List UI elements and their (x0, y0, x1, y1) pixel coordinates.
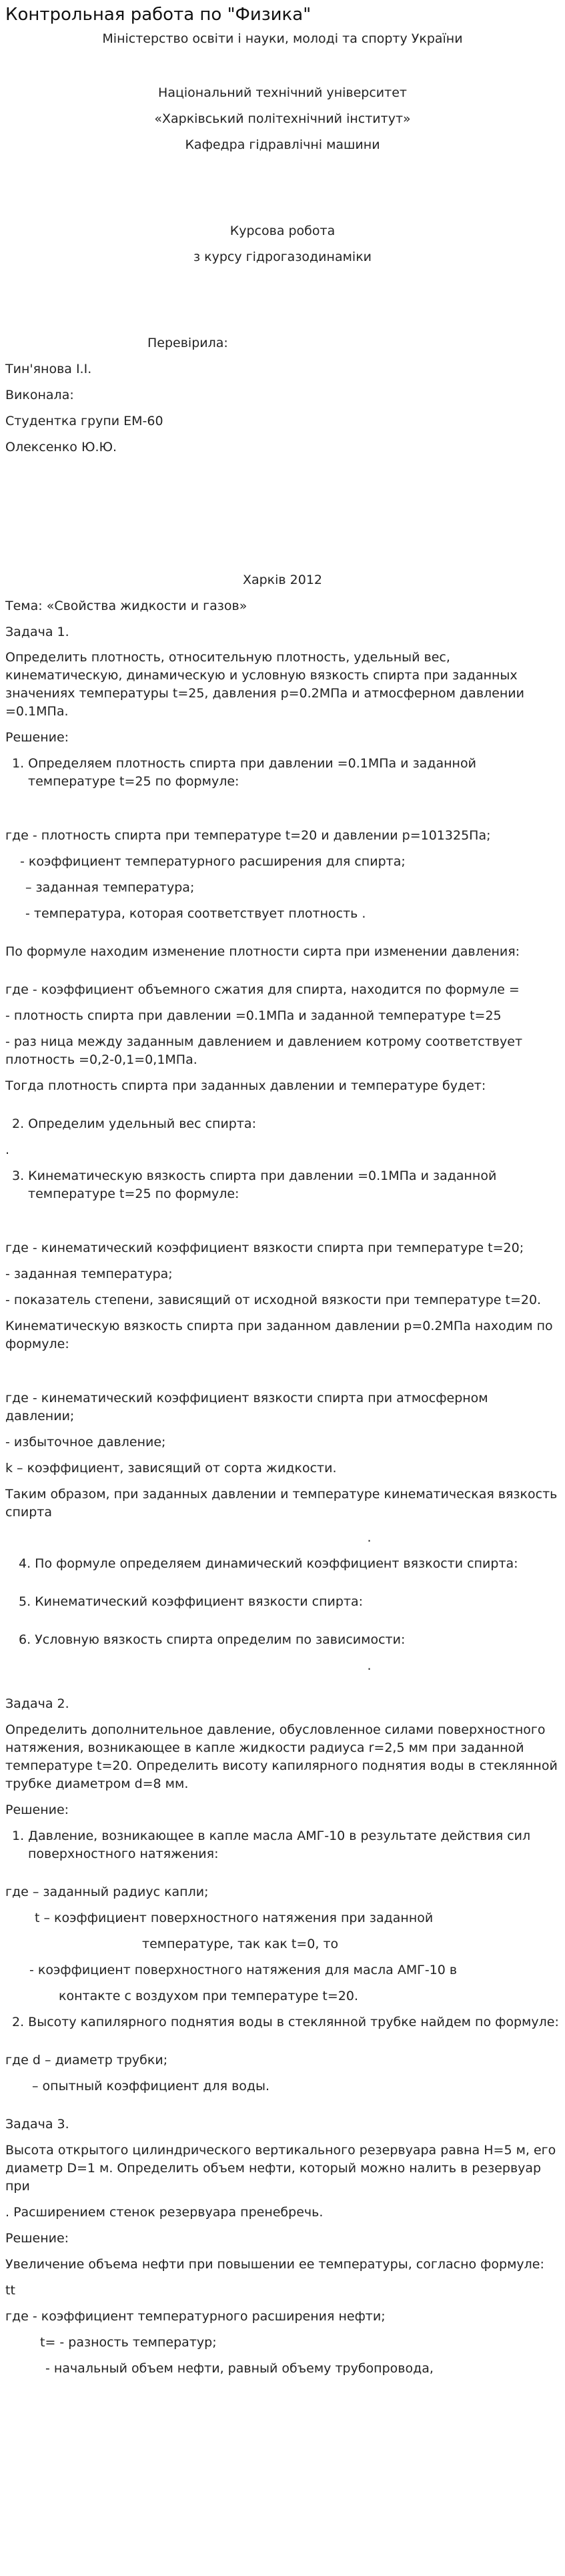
solution-label: Решение: (5, 730, 69, 745)
task2-solution-label: Решение: (5, 1803, 69, 1818)
task3-tt: tt (5, 2282, 15, 2298)
task3-heading: Задача 3. (5, 2116, 69, 2132)
course-work-line: Курсова робота (229, 223, 336, 238)
step6: 6. Условную вязкость спирта определим по зависимости: (19, 1632, 406, 1648)
step1-temp: – заданная температура; (25, 880, 195, 896)
task2-step2: 2. Высоту капилярного поднятия воды в стеклянной трубке найдем по формуле: (12, 2014, 559, 2029)
task2-where: где – заданный радиус капли; (5, 1885, 209, 1900)
document-title: Контрольная работа по "Физика" (5, 5, 312, 25)
checker-name: Тин'янова І.І. (5, 361, 92, 376)
task2-where2: где d – диаметр трубки; (5, 2052, 168, 2067)
step3-exp: - показатель степени, зависящий от исходной вязкости при температуре t=20. (5, 1292, 542, 1307)
step1-where: где - плотность спирта при температуре t=20 и давлении p=101325Па; (5, 828, 491, 844)
step3: 3. Кинематическую вязкость спирта при давлении =0.1МПа и заданной температуре t=25 по формуле: (12, 1168, 497, 1201)
city-year: Харків 2012 (242, 572, 323, 587)
task2-sigma: t – коэффициент поверхностного натяжения при заданной (35, 1911, 434, 1926)
step1-diff: - раз ница между заданным давлением и давлением котрому соответствует плотность =0,2-0,1=0,1МПа. (5, 1034, 523, 1067)
step3-excess: - избыточное давление; (5, 1434, 166, 1450)
step3-temp: - заданная температура; (5, 1266, 173, 1281)
step1-final: Тогда плотность спирта при заданных давлении и температуре будет: (5, 1078, 486, 1093)
task1-heading: Задача 1. (5, 624, 69, 639)
step3-where: где - кинематический коэффициент вязкости спирта при температуре t=20; (5, 1240, 524, 1255)
step1: 1. Определяем плотность спирта при давлении =0.1МПа и заданной температуре t=25 по формуле: (12, 756, 476, 789)
task2-text: Определить дополнительное давление, обусловленное силами поверхностного натяжения, возникающее в капле жидкости радиуса r=2,5 мм при заданной температуре t=20. Определить висоту капилярного поднятия воды в стеклянной трубке диаметром d=8 мм. (5, 1722, 558, 1792)
step4: 4. По формуле определяем динамический коэффициент вязкости спирта: (19, 1556, 518, 1572)
step5: 5. Кинематический коэффициент вязкости спирта: (19, 1594, 364, 1610)
topic: Тема: «Свойства жидкости и газов» (5, 598, 247, 613)
step6-dot: . (367, 1658, 372, 1674)
task2-step1: 1. Давление, возникающее в капле масла АМГ-10 в результате действия сил поверхностного натяжения: (12, 1829, 531, 1862)
task3-step: Увеличение объема нефти при повышении ее температуры, согласно формуле: (5, 2256, 544, 2272)
task2-amg2: контакте с воздухом при температуре t=20. (59, 1988, 359, 2003)
step1-change: По формуле находим изменение плотности сирта при изменении давления: (5, 944, 520, 960)
task3-text: Высота открытого цилиндрического вертикального резервуара равна H=5 м, его диаметр D=1 м. Определить объем нефти, который можно налить в резервуар при (5, 2142, 556, 2194)
step2: 2. Определим удельный вес спирта: (12, 1116, 256, 1131)
step1-rho: - плотность спирта при давлении =0.1МПа и заданной температуре t=25 (5, 1008, 502, 1024)
step1-where2: где - коэффициент объемного сжатия для спирта, находится по формуле = (5, 982, 520, 998)
task3-v0: - начальный объем нефти, равный объему трубопровода, (45, 2360, 434, 2376)
ministry-line: Міністерство освіти і науки, молоді та спорту України (102, 31, 463, 46)
course-subject-line: з курсу гідрогазодинаміки (193, 249, 372, 264)
step1-temp2: - температура, которая соответствует плотность . (25, 906, 366, 922)
department-line: Кафедра гідравлічні машини (185, 137, 380, 152)
step3-thus: Таким образом, при заданных давлении и температуре кинематическая вязкость спирта (5, 1486, 558, 1520)
step3-dot: . (367, 1530, 372, 1546)
university-line: Національний технічний університет (158, 85, 407, 100)
task3-text2: . Расширением стенок резервуара пренебречь. (5, 2204, 324, 2220)
done-label: Виконала: (5, 387, 74, 402)
task1-text: Определить плотность, относительную плотность, удельный вес, кинематическую, динамическую и условную вязкость спирта при заданных значениях температуры t=25, давления p=0.2МПа и атмосферном давлении =0.1МПа. (5, 650, 524, 719)
task2-amg: - коэффициент поверхностного натяжения для масла АМГ-10 в (29, 1962, 458, 1977)
task2-exp: – опытный коэффициент для воды. (32, 2078, 270, 2094)
step3-k: k – коэффициент, зависящий от сорта жидкости. (5, 1460, 337, 1476)
task2-sigma2: температуре, так как t=0, то (142, 1937, 339, 1951)
task2-heading: Задача 2. (5, 1696, 69, 1712)
task3-dt: t= - разность температур; (40, 2334, 217, 2350)
step3-pressure: Кинематическую вязкость спирта при заданном давлении p=0.2МПа находим по формуле: (5, 1318, 553, 1351)
checked-label: Перевірила: (147, 335, 228, 350)
step1-coef: - коэффициент температурного расширения для спирта; (20, 854, 406, 870)
student-group: Студентка групи ЕМ-60 (5, 413, 163, 428)
step3-where2: где - кинематический коэффициент вязкости спирта при атмосферном давлении; (5, 1390, 488, 1423)
task3-solution-label: Решение: (5, 2230, 69, 2246)
student-name: Олексенко Ю.Ю. (5, 439, 117, 454)
step2-dot: . (5, 1142, 10, 1157)
task3-where: где - коэффициент температурного расширения нефти; (5, 2308, 386, 2324)
institute-line: «Харківський політехнічний інститут» (154, 111, 411, 126)
